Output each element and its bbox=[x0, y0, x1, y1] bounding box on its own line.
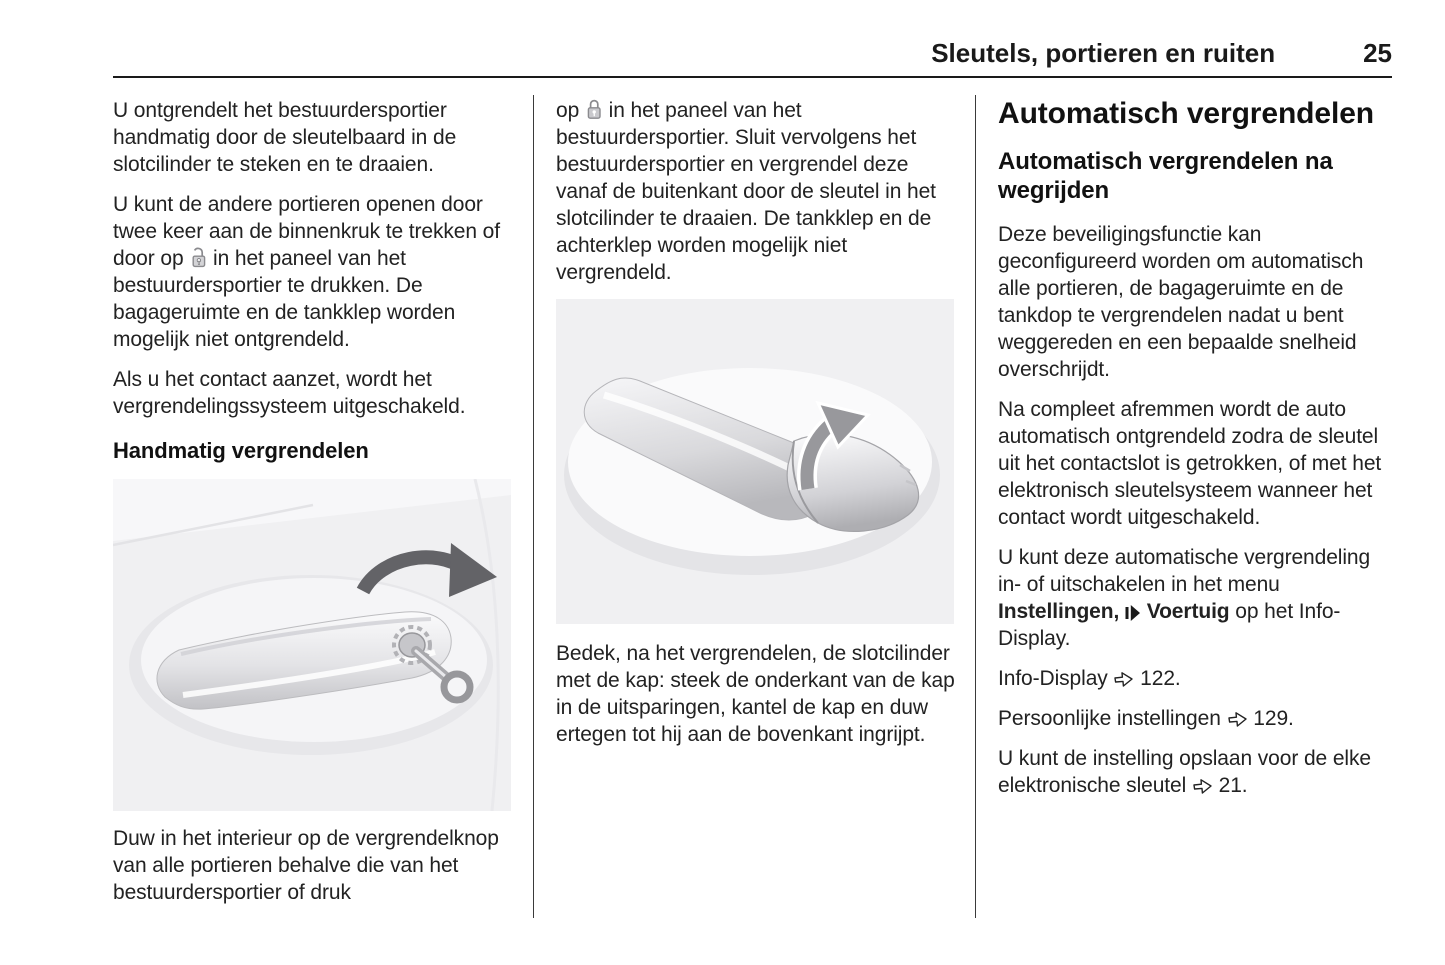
ref-info-display: Info-Display 122. bbox=[998, 667, 1181, 690]
para-menu-setting: U kunt deze automatische vergrendeling in- of uitschakelen in het menu Instellingen, Voertuig op het Info-Display. bbox=[998, 546, 1371, 650]
subheading-auto-lock-after-driveoff: Automatisch vergrendelen na wegrijden bbox=[998, 148, 1333, 204]
menu-item-instellingen: Instellingen, bbox=[998, 600, 1120, 623]
reference-arrow-icon bbox=[1227, 705, 1248, 732]
menu-arrow-icon bbox=[1125, 598, 1141, 625]
para-open-other-doors: U kunt de andere portieren openen door twee keer aan de binnenkruk te trekken of door op in het paneel van het bestuurdersportier te drukken. De bagageruimte en de tankklep worden mogelijk niet ontgrendeld. bbox=[113, 193, 500, 351]
lock-icon bbox=[585, 97, 603, 124]
ref-save-setting-key: U kunt de instelling opslaan voor de elke elektronische sleutel 21. bbox=[998, 747, 1371, 797]
figure-cap-placement bbox=[556, 299, 956, 624]
para-unlock-driver-door: U ontgrendelt het bestuurdersportier handmatig door de sleutelbaard in de slotcilinder te steken en te draaien. bbox=[113, 99, 457, 176]
column-middle bbox=[556, 97, 956, 761]
reference-arrow-icon bbox=[1192, 772, 1213, 799]
page-title: Sleutels, portieren en ruiten bbox=[931, 38, 1276, 68]
door-handle-key-illustration bbox=[113, 479, 511, 811]
para-auto-lock-config: Deze beveiligingsfunctie kan geconfigureerd worden om automatisch alle portieren, de bagageruimte en de tankdop te vergrendelen nadat u bent weggereden en een bepaalde snelheid overschrijdt. bbox=[998, 223, 1364, 381]
para-lock-from-outside: op in het paneel van het bestuurdersportier. Sluit vervolgens het bestuurdersportier en vergrendel deze vanaf de buitenkant door de sleutel in het slotcilinder te draaien. De tankklep en de achterklep worden mogelijk niet vergrendeld. bbox=[556, 99, 936, 284]
menu-item-voertuig: Voertuig bbox=[1146, 600, 1230, 623]
door-handle-cap-illustration bbox=[556, 299, 954, 624]
column-divider-1 bbox=[533, 95, 534, 918]
para-cover-cylinder: Bedek, na het vergrendelen, de slotcilinder met de kap: steek de onderkant van de kap in de uitsparingen, kantel de kap en duw ertegen tot hij aan de bovenkant ingrijpt. bbox=[556, 642, 955, 746]
column-left bbox=[113, 97, 511, 919]
column-divider-2 bbox=[975, 95, 976, 918]
para-push-lock-buttons: Duw in het interieur op de vergrendelknop van alle portieren behalve die van het bestuurdersportier of druk bbox=[113, 827, 499, 904]
figure-manual-lock bbox=[113, 479, 511, 811]
para-ignition-disables-lock: Als u het contact aanzet, wordt het vergrendelingssysteem uitgeschakeld. bbox=[113, 368, 466, 418]
page-number: 25 bbox=[1363, 38, 1392, 68]
heading-auto-lock: Automatisch vergrendelen bbox=[998, 97, 1375, 130]
reference-arrow-icon bbox=[1113, 665, 1134, 692]
header-rule bbox=[113, 76, 1392, 78]
unlock-icon bbox=[189, 245, 207, 272]
heading-manual-lock: Handmatig vergrendelen bbox=[113, 438, 369, 463]
page-header bbox=[113, 38, 1392, 69]
para-auto-unlock: Na compleet afremmen wordt de auto automatisch ontgrendeld zodra de sleutel uit het contactslot is getrokken, of met het elektronisch sleutelsysteem wanneer het contact wordt uitgeschakeld. bbox=[998, 398, 1382, 529]
ref-personal-settings: Persoonlijke instellingen 129. bbox=[998, 707, 1294, 730]
column-right bbox=[998, 97, 1396, 812]
